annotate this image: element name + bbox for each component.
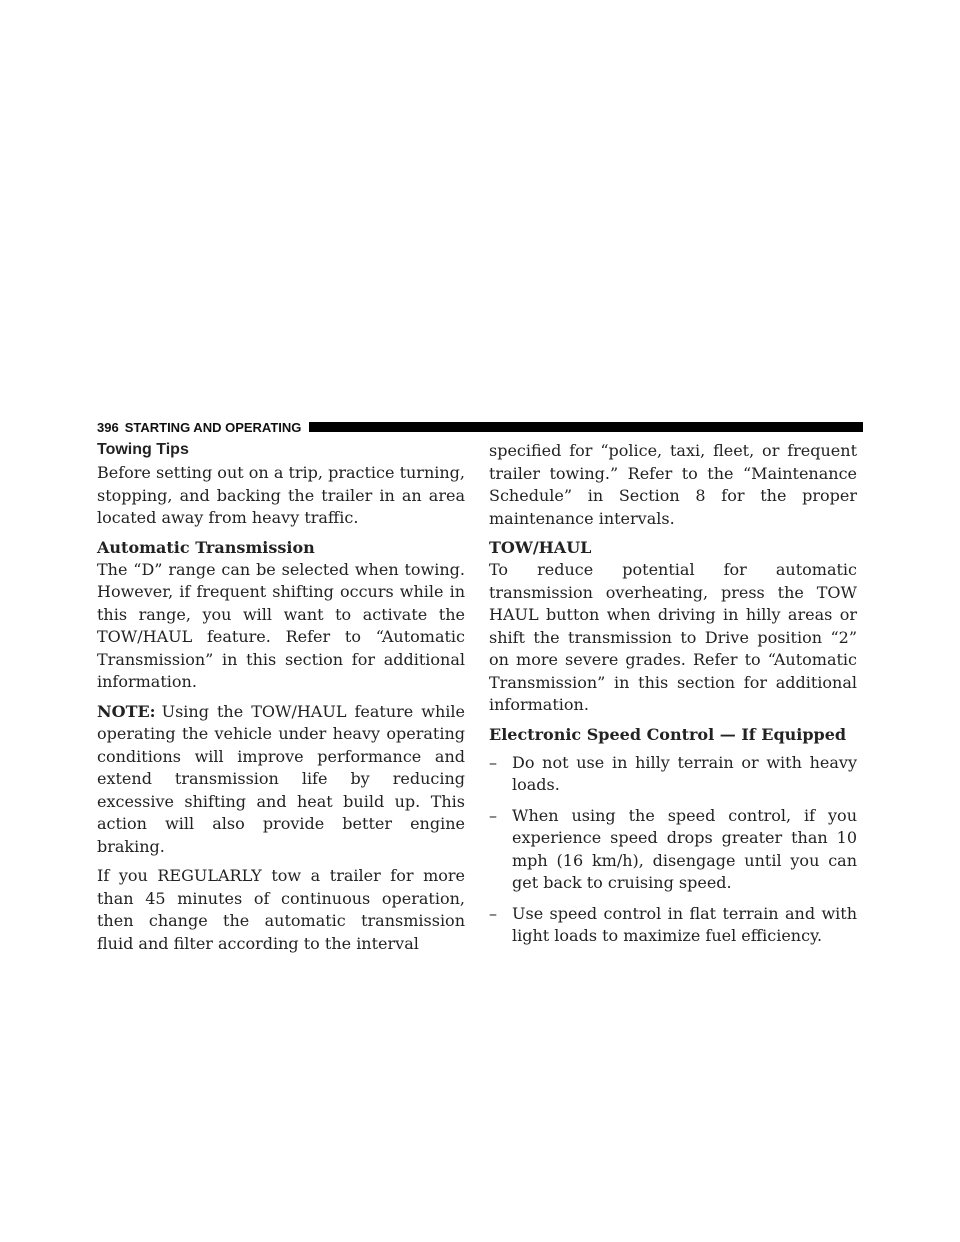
note-text: Using the TOW/HAUL feature while operating the vehicle under heavy operating conditions will improve performance and extend transmission life by reducing excessive shifting and heat build up. This action will also provide better engine braking. [97,701,465,856]
note-paragraph [97,701,465,859]
page-header [97,419,863,435]
list-item: – Use speed control in flat terrain and with light loads to maximize fuel efficiency. [489,903,857,948]
tow-haul-heading: TOW/HAUL [489,538,592,557]
regular-tow-text: If you REGULARLY tow a trailer for more than 45 minutes of continuous operation, then change the automatic transmission fluid and filter according to the interval [97,866,465,953]
list-item: – When using the speed control, if you experience speed drops greater than 10 mph (16 km/h), disengage until you can get back to cruising speed. [489,805,857,895]
towing-tips-title: Towing Tips [97,441,189,458]
header-rule [309,422,863,432]
continued-text: specified for “police, taxi, fleet, or frequent trailer towing.” Refer to the “Maintenance Schedule” in Section 8 for the proper maintenance intervals. [489,441,857,528]
automatic-transmission-heading: Automatic Transmission [97,537,315,557]
speed-control-heading: Electronic Speed Control — If Equipped [489,724,847,744]
towing-intro: Before setting out on a trip, practice turning, stopping, and backing the trailer in an area located away from heavy traffic. [97,463,465,527]
speed-control-list [489,752,857,948]
right-column [489,440,857,956]
tow-haul-text: To reduce potential for automatic transmission overheating, press the TOW HAUL button when driving in hilly areas or shift the transmission to Drive position “2” on more severe grades. Refer to “Automatic Transmission” in this section for additional information. [489,560,857,714]
page-number: 396 [97,419,119,435]
list-item: – Do not use in hilly terrain or with heavy loads. [489,752,857,797]
section-title-header: STARTING AND OPERATING [124,419,302,435]
left-column [97,440,465,962]
note-label: NOTE: [97,701,156,721]
automatic-transmission-text: The “D” range can be selected when towing. However, if frequent shifting occurs while in this range, you will want to activate the TOW/HAUL feature. Refer to “Automatic Transmission” in this section for additional information. [97,559,465,691]
